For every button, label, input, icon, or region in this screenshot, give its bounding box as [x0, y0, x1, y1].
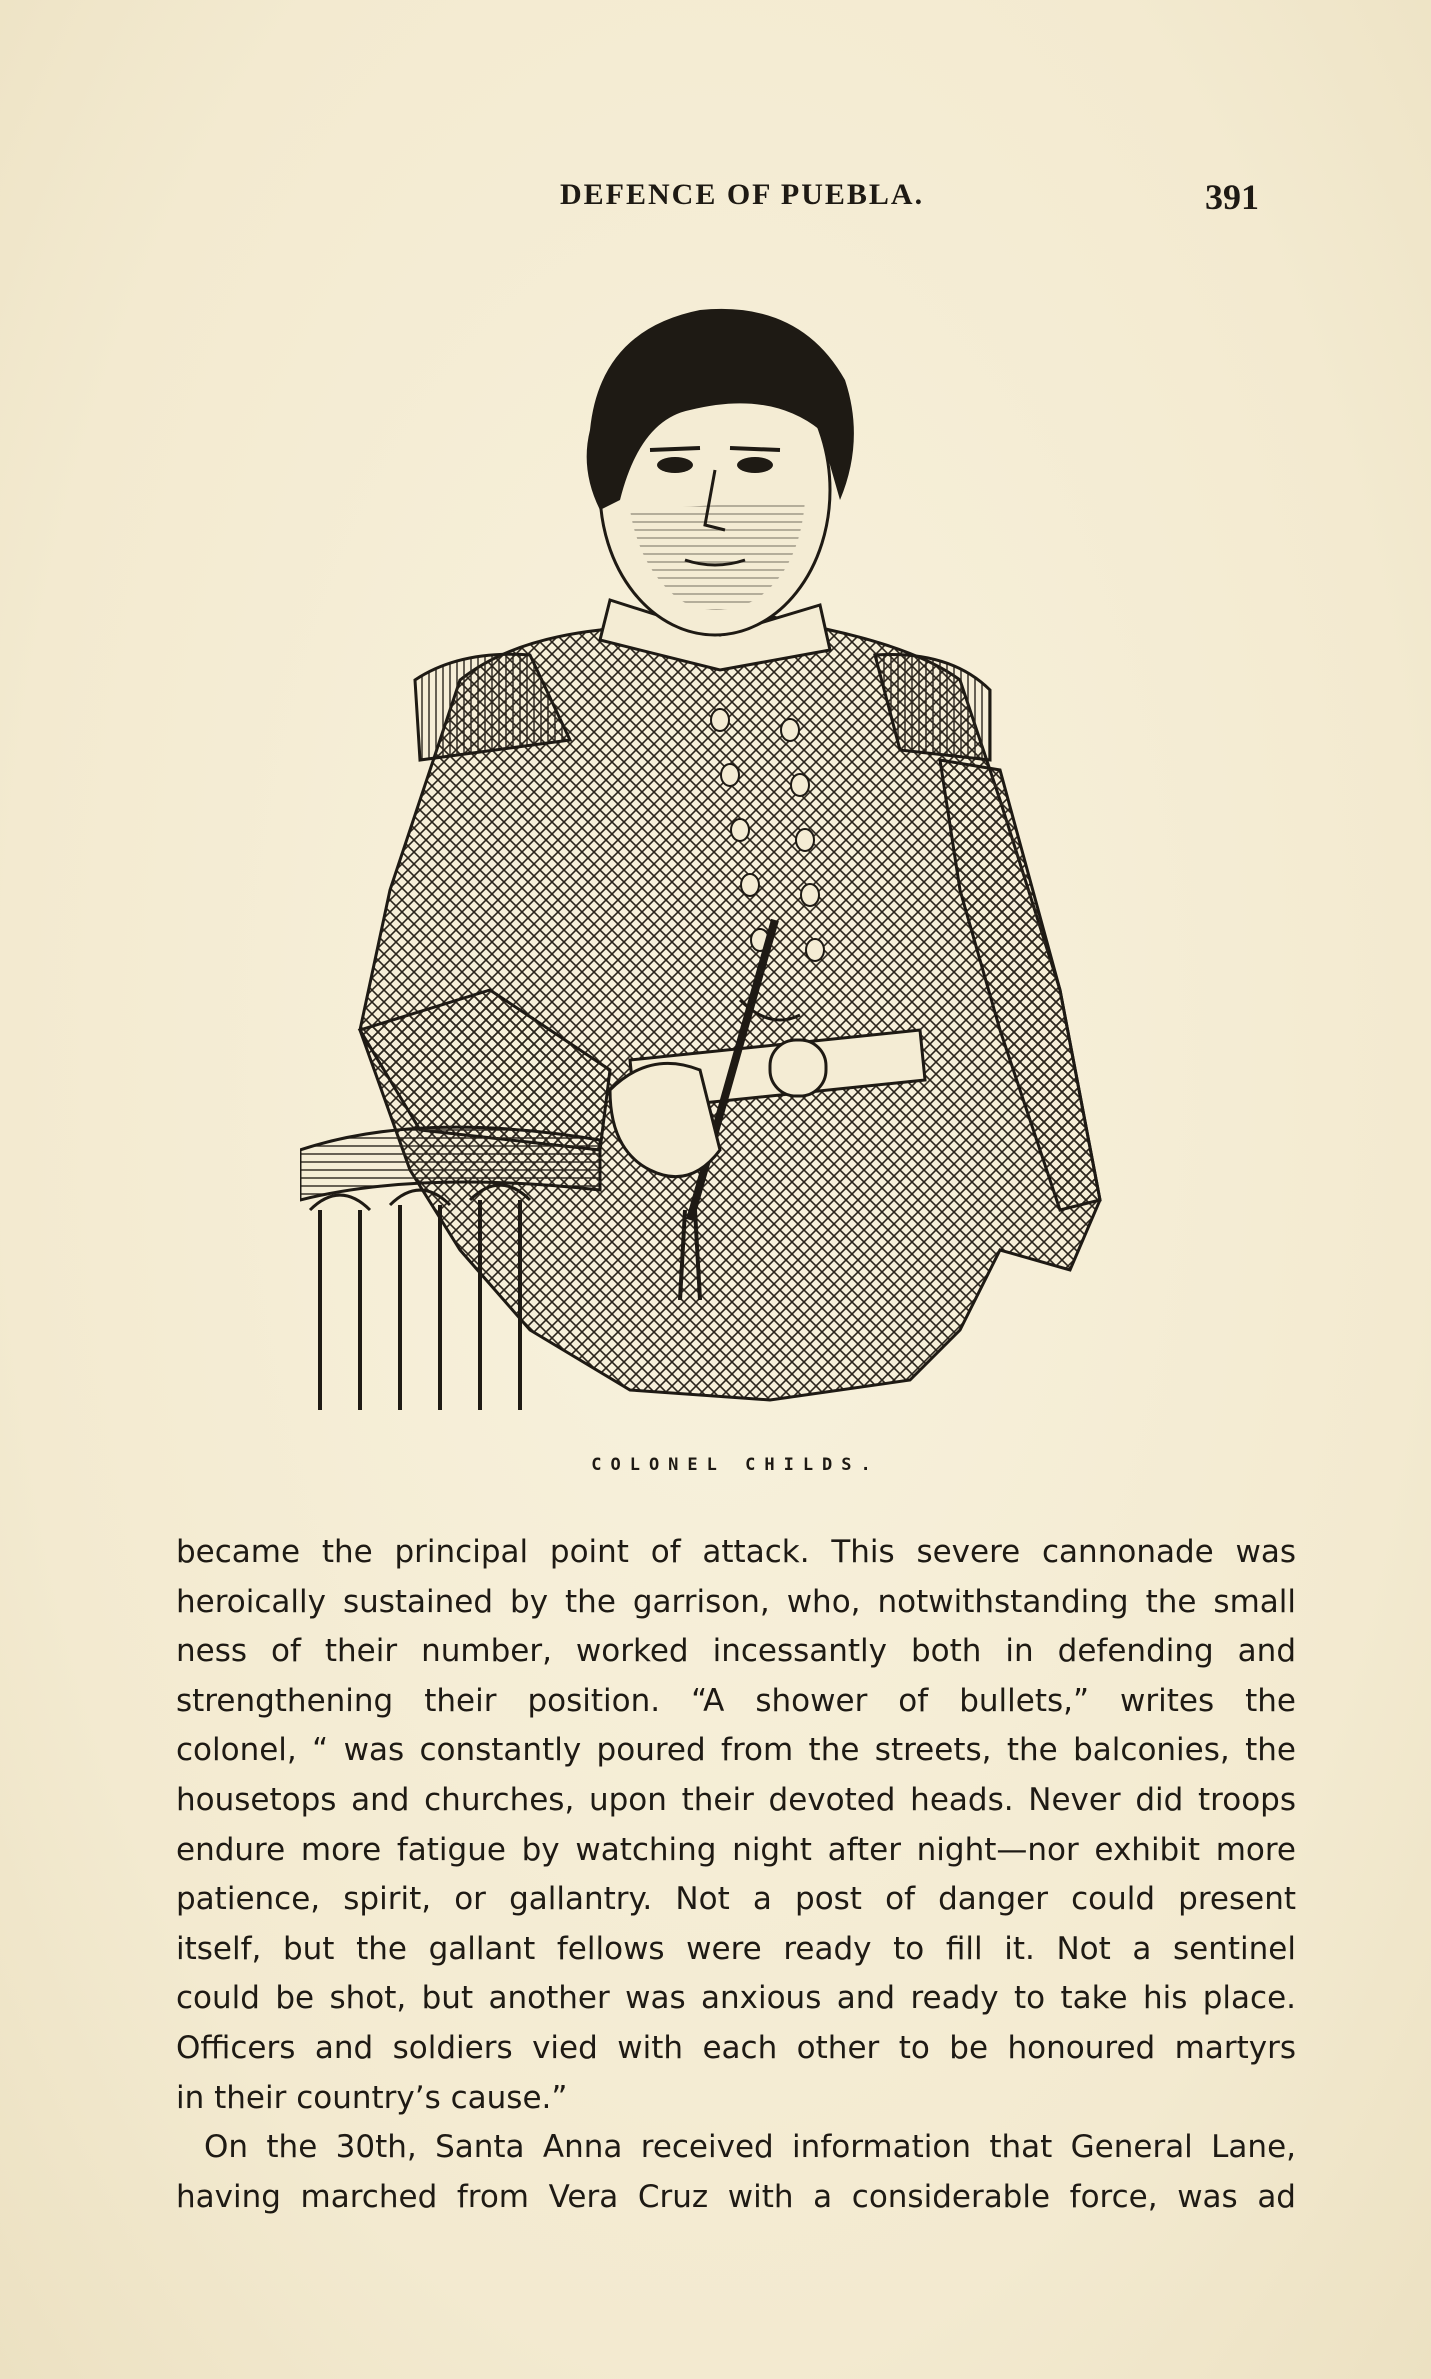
- text-line: became the principal point of attack. This severe cannonade was: [176, 1534, 1296, 1570]
- illustration-caption: COLONEL CHILDS.: [591, 1455, 880, 1475]
- text-line: housetops and churches, upon their devoted heads. Never did troops: [176, 1781, 1296, 1818]
- body-text: [176, 1528, 1296, 2222]
- text-line: colonel, “ was constantly poured from the streets, the balconies, the: [176, 1732, 1296, 1769]
- text-line: patience, spirit, or gallantry. Not a post of danger could present: [176, 1881, 1296, 1918]
- text-line: ness of their number, worked incessantly both in defending and: [176, 1633, 1296, 1670]
- running-head: DEFENCE OF PUEBLA.: [560, 178, 925, 211]
- text-line: On the 30th, Santa Anna received information that General Lane,: [204, 2129, 1296, 2166]
- text-line: itself, but the gallant fellows were ready to fill it. Not a sentinel: [176, 1930, 1296, 1967]
- portrait-engraving: [300, 270, 1180, 1430]
- text-line: having marched from Vera Cruz with a considerable force, was ad: [176, 2178, 1296, 2215]
- text-line: strengthening their position. “A shower of bullets,” writes the: [176, 1682, 1296, 1719]
- text-line: endure more fatigue by watching night after night—nor exhibit more: [176, 1831, 1296, 1868]
- text-line: Officers and soldiers vied with each other to be honoured martyrs: [176, 2029, 1296, 2066]
- text-line: heroically sustained by the garrison, who, notwithstanding the small: [176, 1583, 1296, 1620]
- page-number: 391: [1205, 177, 1259, 217]
- text-line: in their country’s cause.”: [176, 2079, 568, 2116]
- text-line: could be shot, but another was anxious and ready to take his place.: [176, 1980, 1296, 2017]
